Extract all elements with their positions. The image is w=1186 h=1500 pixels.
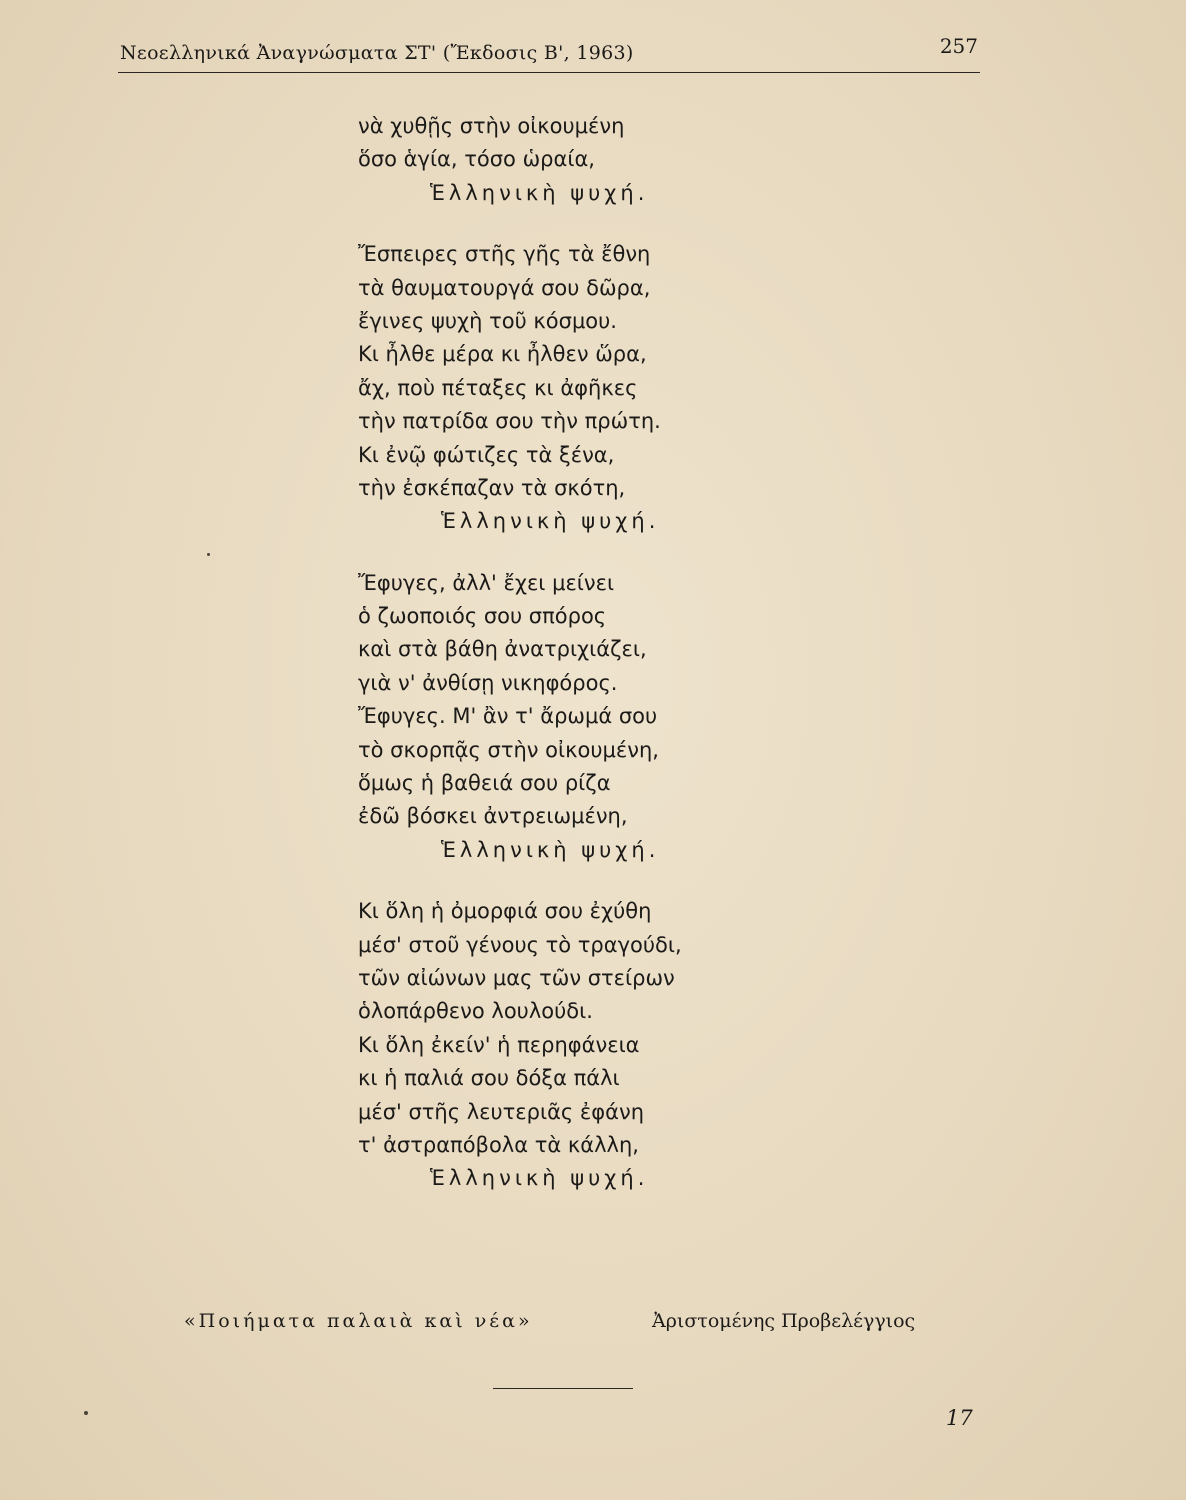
poem-line: Ἔφυγες. Μ' ἂν τ' ἄρωμά σου xyxy=(358,704,658,729)
poem-line: ὁ ζωοποιός σου σπόρος xyxy=(358,604,607,629)
poem-refrain: Ἑλληνικὴ ψυχή. xyxy=(430,1166,649,1191)
source-citation: «Ποιήματα παλαιὰ καὶ νέα» xyxy=(184,1310,533,1332)
poem-refrain: Ἑλληνικὴ ψυχή. xyxy=(430,180,649,205)
poem-line: ὅμως ἡ βαθειά σου ρίζα xyxy=(358,771,611,796)
poem-line: Ἔφυγες, ἀλλ' ἔχει μείνει xyxy=(358,570,615,595)
poem-line: μέσ' στοῦ γένους τὸ τραγούδι, xyxy=(358,932,682,957)
poem-line: τῶν αἰώνων μας τῶν στείρων xyxy=(358,965,675,990)
poem-line: νὰ χυθῇς στὴν οἰκουμένη xyxy=(358,114,625,138)
poem-line: τὴν ἐσκέπαζαν τὰ σκότη, xyxy=(358,475,626,500)
poem-line: γιὰ ν' ἀνθίσῃ νικηφόρος. xyxy=(358,670,618,695)
poem-line: καὶ στὰ βάθη ἀνατριχιάζει, xyxy=(358,637,647,662)
header-title: Νεοελληνικά Ἀναγνώσματα ΣΤ' (Ἔκδοσις Β', 1963) xyxy=(120,42,634,64)
stanza-2 xyxy=(358,238,918,539)
poem-line: Κι ἦλθε μέρα κι ἦλθεν ὥρα, xyxy=(358,342,647,367)
poem xyxy=(358,110,918,1224)
print-speck xyxy=(84,1411,88,1415)
stanza-3 xyxy=(358,567,918,868)
stanza-4 xyxy=(358,895,918,1196)
page-number: 257 xyxy=(939,34,978,58)
poem-line: Κι ὅλη ἡ ὀμορφιά σου ἐχύθη xyxy=(358,899,652,924)
poem-refrain: Ἑλληνικὴ ψυχή. xyxy=(441,837,660,862)
poem-line: ὁλοπάρθενο λουλούδι. xyxy=(358,999,593,1024)
header-rule xyxy=(118,72,980,73)
poem-line: τὰ θαυματουργά σου δῶρα, xyxy=(358,275,651,300)
stanza-1 xyxy=(358,110,918,210)
poem-line: τὸ σκορπᾷς στὴν οἰκουμένη, xyxy=(358,737,659,762)
end-rule xyxy=(493,1388,633,1389)
poem-line: ὅσο ἁγία, τόσο ὡραία, xyxy=(358,147,595,172)
poem-line: μέσ' στῆς λευτεριᾶς ἐφάνη xyxy=(358,1099,645,1124)
author-name: Ἀριστομένης Προβελέγγιος xyxy=(652,1310,916,1332)
poem-line: ἄχ, ποὺ πέταξες κι ἀφῆκες xyxy=(358,375,638,400)
running-header xyxy=(120,34,980,74)
poem-line: τ' ἀστραπόβολα τὰ κάλλη, xyxy=(358,1132,639,1157)
signature-number: 17 xyxy=(946,1406,973,1430)
poem-line: Κι ἐνῷ φώτιζες τὰ ξένα, xyxy=(358,442,615,467)
poem-line: ἔγινες ψυχὴ τοῦ κόσμου. xyxy=(358,308,617,333)
poem-line: τὴν πατρίδα σου τὴν πρώτη. xyxy=(358,409,661,434)
poem-line: κι ἡ παλιά σου δόξα πάλι xyxy=(358,1066,620,1091)
poem-line: Κι ὅλη ἐκείν' ἡ περηφάνεια xyxy=(358,1032,640,1057)
poem-line: Ἔσπειρες στῆς γῆς τὰ ἔθνη xyxy=(358,242,651,267)
poem-refrain: Ἑλληνικὴ ψυχή. xyxy=(441,509,660,534)
print-speck xyxy=(207,553,210,556)
poem-line: ἐδῶ βόσκει ἀντρειωμένη, xyxy=(358,804,628,829)
